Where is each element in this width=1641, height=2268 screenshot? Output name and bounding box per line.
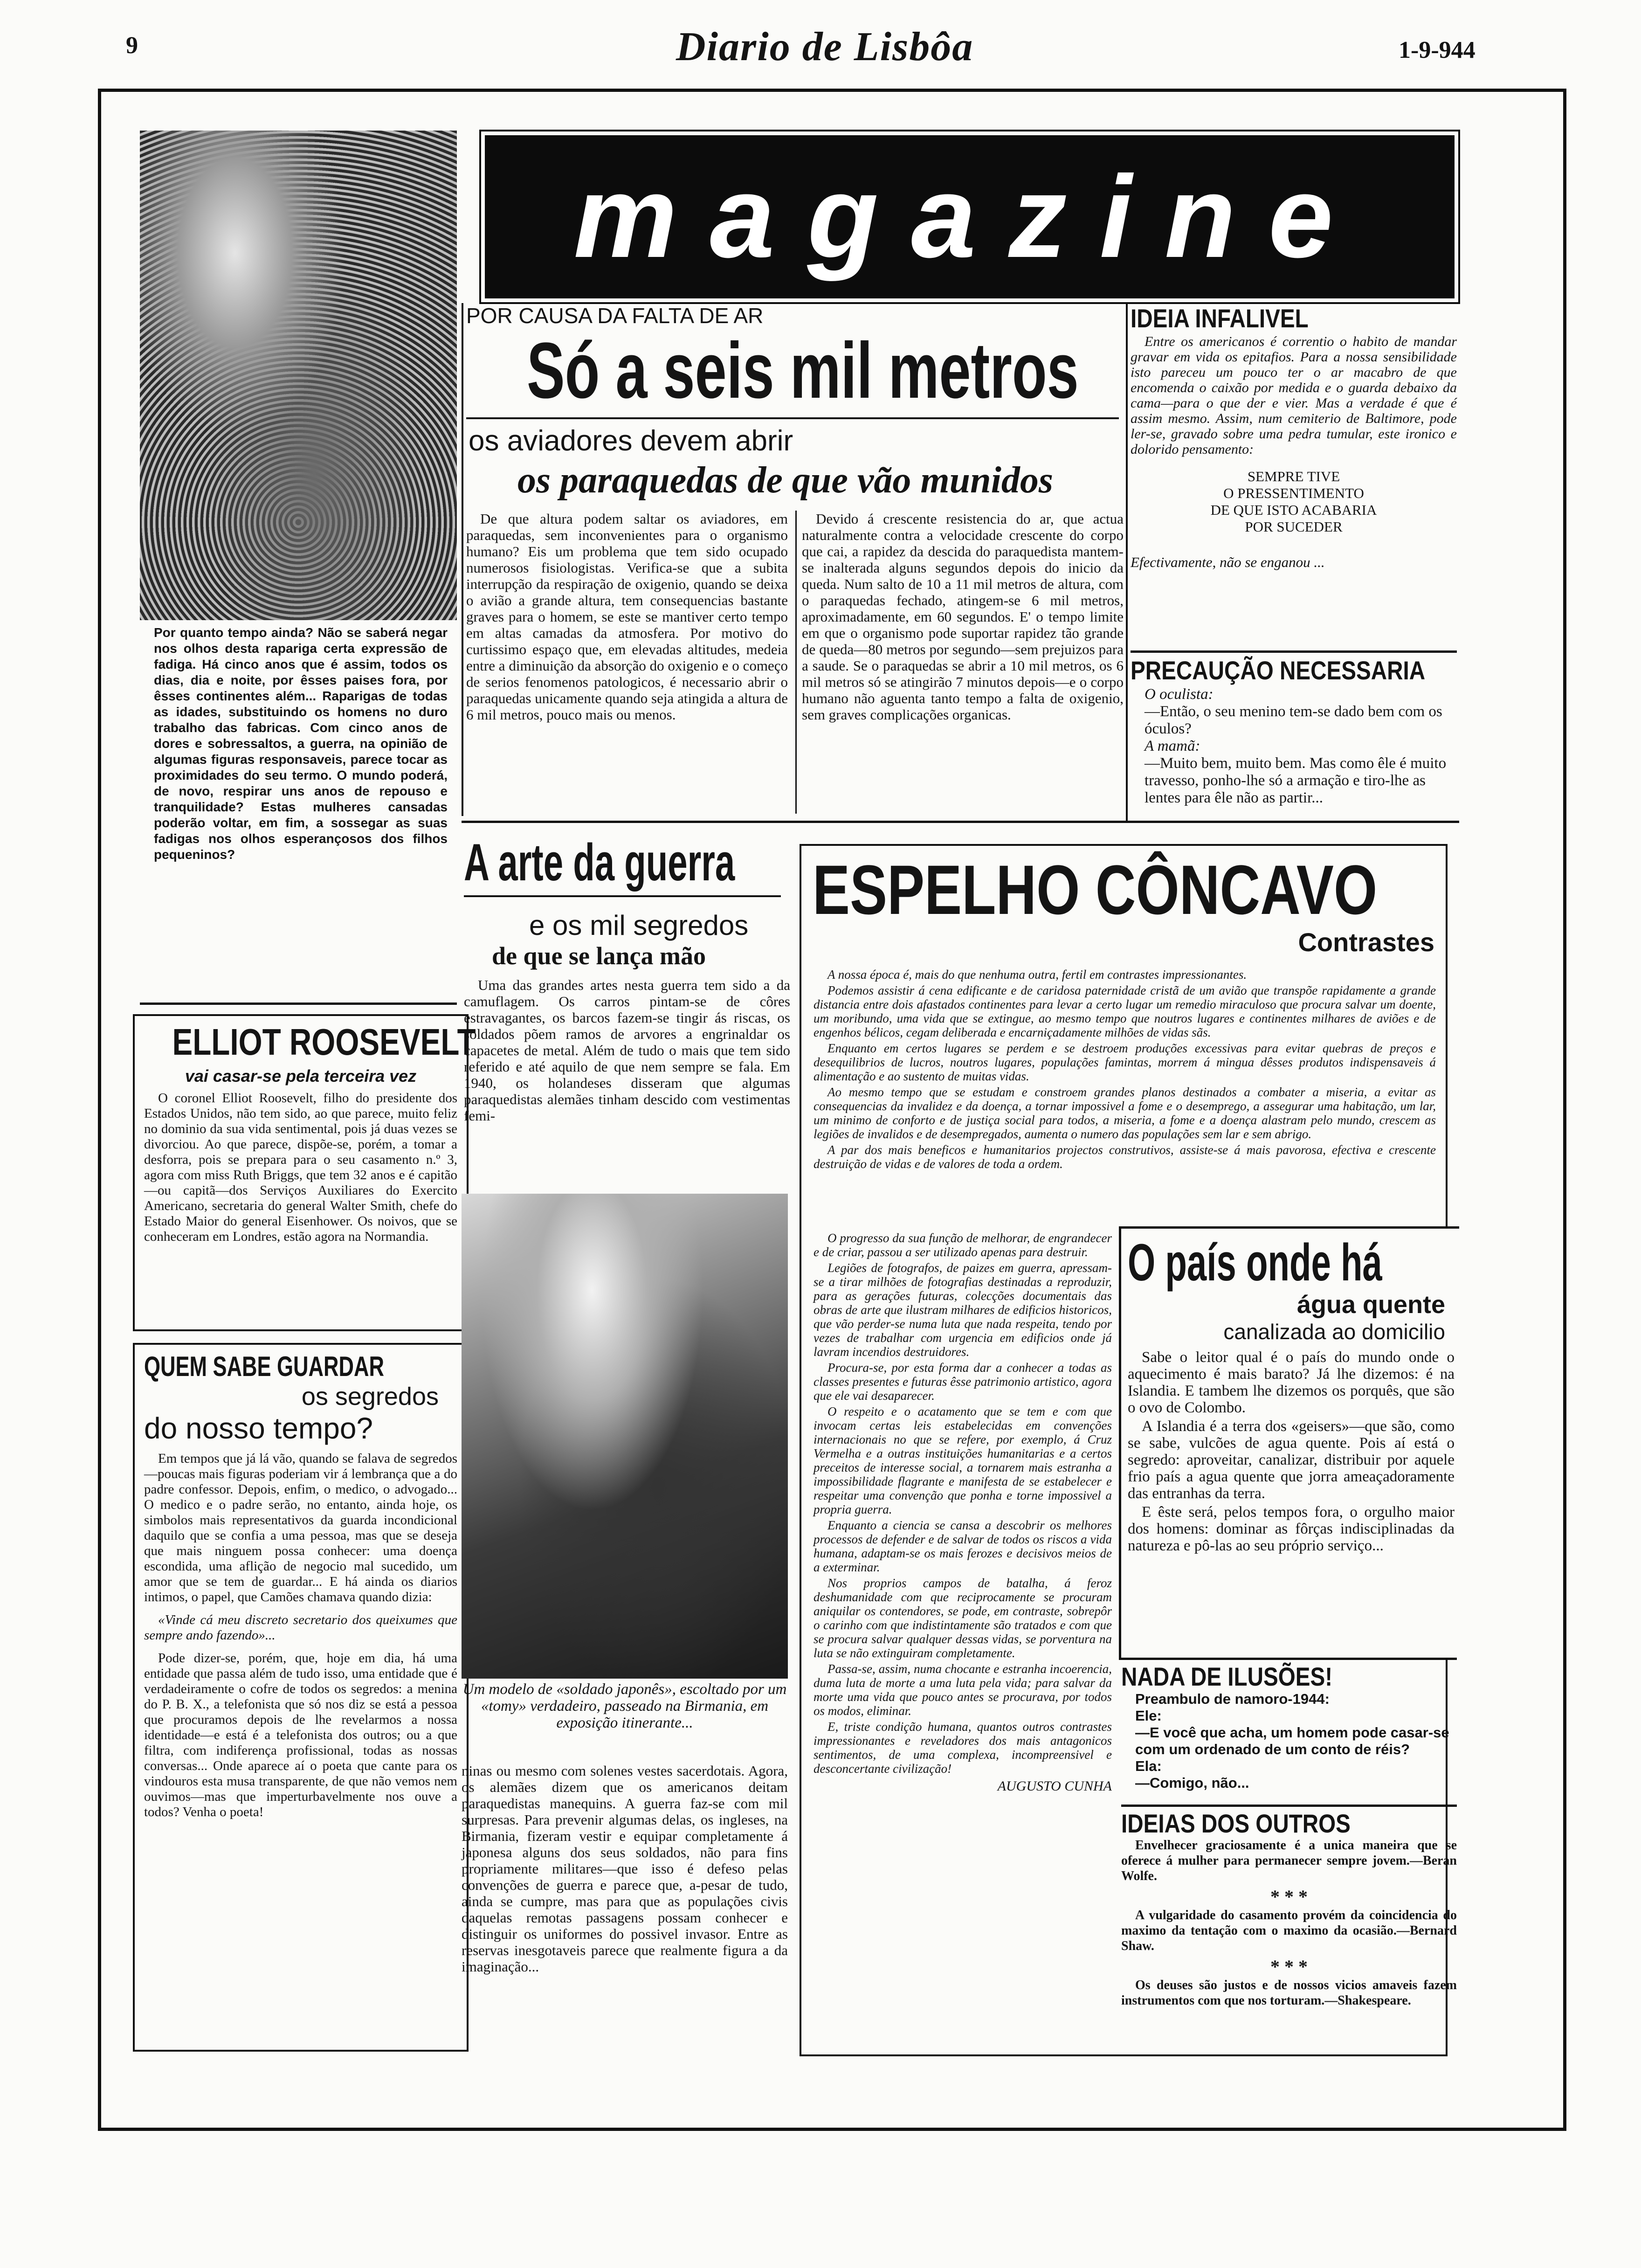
guerra-sub-2: de que se lança mão <box>492 942 706 970</box>
precaucao-l1: O oculista: <box>1145 686 1214 703</box>
ilusoes-headline: NADA DE ILUSÕES! <box>1121 1662 1333 1691</box>
precaucao-l3: A mamã: <box>1145 738 1200 754</box>
elliot-body: O coronel Elliot Roosevelt, filho do presidente dos Estados Unidos, não tem sido, ao que parece, muito feliz no dominio da sua vida sentimental, pois já duas vezes se divorciou. Ao que parece, dispõe-se, porém, a tomar a desforra, pois se prepara para o seu casamento n.º 3, agora com miss Ruth Briggs, que tem 32 anos e é capitão—ou capitã—dos Serviços Auxiliares do Exercito Americano, secretaria do general Walter Smith, chefe do Estado Maior do general Eisenhower. Os noivos, que se conheceram em Londres, estão agora na Normandia. <box>144 1091 457 1244</box>
page-number: 9 <box>126 32 138 59</box>
espelho-p11: Nos proprios campos de batalha, á feroz deshumanidade com que reciprocamente se procuram aniquilar os contendores, se pode, em contraste, sobrepôr o carinho com que indistintamente são tratados e com que se procura salvar qualquer dessas vidas, se porventura na luta se não extinguiram completamente. <box>814 1576 1112 1660</box>
pais-p1: Sabe o leitor qual é o país do mundo onde o aquecimento é mais barato? Já lhe dizemos: é na Islandia. E tambem lhe dizemos os porquês, que são o ovo de Colombo. <box>1128 1349 1455 1416</box>
espelho-p7: Legiões de fotografos, de paizes em guerra, apressam-se a tirar milhões de fotografias destinadas a reproduzir, para as gerações futuras, colecções documentais das obras de arte que ilustram milhares de edificios historicos, que vão perder-se numa luta que nada respeita, tendo por vezes de trabalhar com urgencia em edificios onde já lavram incendios destruidores. <box>814 1261 1112 1359</box>
elliot-subhead: vai casar-se pela terceira vez <box>185 1066 417 1086</box>
ideias-headline: IDEIAS DOS OUTROS <box>1121 1809 1351 1838</box>
soldiers-caption: Um modelo de «soldado japonês», escoltado por um «tomy» verdadeiro, passeado na Birmania, em exposição itinerante... <box>462 1681 787 1731</box>
ilusoes-l2: Ele: <box>1135 1708 1162 1724</box>
guerra-article <box>464 835 790 1126</box>
ideia-body: Entre os americanos é correntio o habito de mandar gravar em vida os epitafios. Para a nossa sensibilidade isto pareceu um pouco ter o ar macabro de que encomenda o caixão por medida e o guarda debaixo da cama—para o que der e vier. Mas a verdade é que é assim mesmo. Assim, num cemiterio de Baltimore, pode ler-se, gravado sobre uma pedra tumular, este ironico e dolorido pensamento: <box>1131 334 1457 457</box>
guerra-sub-1: e os mil segredos <box>529 910 749 941</box>
issue-date: 1-9-944 <box>1399 37 1476 63</box>
ilusoes-l4: Ela: <box>1135 1758 1162 1774</box>
masthead: Diario de Lisbôa <box>676 24 974 69</box>
precaucao-headline: PRECAUÇÃO NECESSARIA <box>1131 656 1426 685</box>
espelho-p3: Enquanto em certos lugares se perdem e se destroem produções excessivas para evitar quebras de preços e desequilibrios de lucros, noutros lugares, populações famintas, morrem á mingua dêsses produtos indispensaveis á alimentação e ao sustento de muitas vidas. <box>814 1041 1436 1083</box>
elliot-article <box>133 1014 476 1331</box>
espelho-p6: O progresso da sua função de melhorar, de engrandecer e de criar, passou a ser utilizado apenas para destruir. <box>814 1231 1112 1259</box>
segredos-p1: Em tempos que já lá vão, quando se falava de segredos—poucas mais figuras poderiam vir á lembrança que a do padre confessor. Depois, enfim, o medico, o advogado... O medico e o padre serão, no entanto, ainda hoje, os simbolos mais representativos da guarda incondicional daquilo que se confia a uma pessoa, mas que se deseja que mais ninguem possa conhecer: uma doença escondida, uma aflição de negocio mal sucedido, um amor que se tem de guardar... E há ainda os diarios intimos, o papel, que Camões chamava quando dizia: <box>144 1451 457 1604</box>
ilusoes-l3: —E você que acha, um homem pode casar-se com um ordenado de um conto de réis? <box>1135 1724 1449 1757</box>
segredos-p2: Pode dizer-se, porém, que, hoje em dia, há uma entidade que passa além de tudo isso, uma entidade que é verdadeiramente o cofre de todos os segredos: a menina do P. B. X., a telefonista que só nos diz se está a pessoa que procuramos depois de lhe revelarmos a nossa identidade—e está é a telefonista dos outros; ou a que filtra, com indiferença profissional, todas as nossas conversas... Onde aparece aí o poeta que cante para os vindouros esta musa transparente, de que não vemos nem ouvimos—mas que imperturbavelmente nos ouve a todos? Venha o poeta! <box>144 1651 457 1819</box>
vrule-para-mid <box>795 511 797 814</box>
para-col-2 <box>802 511 1124 725</box>
pais-p3: E êste será, pelos tempos fora, o orgulho maior dos homens: dominar as fôrças indisciplinadas da natureza e pô-las ao seu próprio serviço... <box>1128 1504 1455 1554</box>
para-sub-2: os paraquedas de que vão munidos <box>517 460 1053 501</box>
guerra-p2: ninas ou mesmo com solenes vestes sacerdotais. Agora, os alemães dizem que os americanos deitam paraquedistas manequins. A guerra faz-se com mil surpresas. Para prevenir algumas delas, os ingleses, na Birmania, fizeram vestir e equipar completamente á japonesa alguns dos seus soldados, não para fins propriamente militares—que isso é defeso pelas convenções de guerra e parece que, a-pesar de tudo, ainda se cumpre, mas para que as populações civis daquelas remotas passagens possam conhecer e distinguir os uniformes do possivel invasor. Entre as reservas inesgotaveis parece que realmente figura a da imaginação... <box>462 1763 788 1975</box>
segredos-title-2: os segredos <box>301 1383 439 1411</box>
segredos-quote: «Vinde cá meu discreto secretario dos queixumes que sempre ando fazendo»... <box>144 1612 457 1643</box>
ideias-stars-1: * * * <box>1270 1886 1308 1907</box>
pais-p2: A Islandia é a terra dos «geisers»—que são, como se sabe, vulcões de agua quente. Pois aí está o segredo: aproveitar, canalizar, distribuir por aquele frio país a agua quente que jorra ameaçadoramente das entranhas da terra. <box>1128 1418 1455 1502</box>
ideias-article <box>1121 1805 1457 2010</box>
guerra-continued <box>462 1763 788 1977</box>
divider-precaucao <box>1131 650 1457 653</box>
ideia-article <box>1131 303 1457 571</box>
ideias-q1: Envelhecer graciosamente é a unica maneira que se oferece á mulher para permanecer sempre jovem.—Beran Wolfe. <box>1121 1838 1457 1883</box>
espelho-p13: E, triste condição humana, quantos outros contrastes impressionantes e reveladores dos mais antagonicos sentimentos, de uma complexa, incompreensivel e desconcertante civilização! <box>814 1720 1112 1776</box>
ilusoes-l1: Preambulo de namoro-1944: <box>1135 1691 1330 1707</box>
magazine-title: magazine <box>573 152 1366 282</box>
segredos-title-3: do nosso tempo? <box>144 1411 373 1445</box>
espelho-p12: Passa-se, assim, numa chocante e estranha incoerencia, duma luta de morte a uma luta pela vida; para salvar da morte uma vida que pouco antes se procurava, por todos os modos, eliminar. <box>814 1662 1112 1718</box>
segredos-title-1: QUEM SABE GUARDAR <box>144 1351 385 1382</box>
ideia-epitaph-2: O PRESSENTIMENTO <box>1223 485 1364 501</box>
elliot-headline: ELLIOT ROOSEVELT <box>172 1021 476 1063</box>
espelho-subhead: Contrastes <box>1298 927 1434 957</box>
para-col-2-text: Devido á crescente resistencia do ar, que actua naturalmente contra a velocidade crescente do corpo que cai, a rapidez da descida do paraquedista mantem-se inalterada alguns segundos depois do inicio da queda. Num salto de 10 a 11 mil metros de altura, com o paraquedas fechado, atingem-se 6 mil metros, aproximadamente, em 60 segundos. E' o tempo limite em que o organismo pode suportar rapidez tão grande de queda—80 metros por segundo—sem prejuizos para a saude. Se o paraquedas se abrir a 10 mil metros, os 6 mil metros só se atingirão 7 minutos depois—e o corpo humano não aguenta tanto tempo a falta de oxigenio, sem graves complicações organicas. <box>802 511 1124 723</box>
espelho-body-wide <box>814 968 1436 1173</box>
espelho-p5: A par dos mais beneficos e humanitarios projectos construtivos, assiste-se á mais pavorosa, efectiva e crescente destruição de vidas e de valores de toda a ordem. <box>814 1143 1436 1171</box>
magazine-banner <box>485 135 1455 298</box>
espelho-author: AUGUSTO CUNHA <box>997 1778 1112 1794</box>
espelho-p4: Ao mesmo tempo que se estudam e constroem grandes planos destinados a combater a miseria, a evitar as consequencias da invalidez e da doença, a tornar impossivel a fome e o desemprego, a assegurar uma habitação, um lar, um minimo de conforto e de justiça social para todos, a miseria, a fome e a doença alastram pelo mundo, crescem as legiões de invalidos e de desempregados, aumenta o numero das populações sem lar e sem abrigo. <box>814 1085 1436 1141</box>
factory-girl-photo <box>140 131 457 620</box>
divider-left-1 <box>140 1003 457 1005</box>
pais-sub-2: canalizada ao domicilio <box>1223 1320 1445 1344</box>
ilusoes-article <box>1121 1658 1457 1791</box>
photo-caption: Por quanto tempo ainda? Não se saberá negar nos olhos desta rapariga certa expressão de fadiga. Há cinco anos que é assim, todos os dias, dia e noite, por êsses paises fora, por êsses continentes além... Raparigas de todas as idades, substituindo os homens no duro trabalho das fabricas. Com cinco anos de dores e sobressaltos, a guerra, na opinião de algumas figuras responsaveis, parece tocar as proximidades do seu termo. O mundo poderá, de novo, respirar uns anos de repouso e tranquilidade? Estas mulheres cansadas poderão voltar, em fim, a sossegar as suas fadigas nos olhos esperançosos dos filhos pequeninos? <box>154 625 448 862</box>
espelho-p2: Podemos assistir á cena edificante e de caridosa paternidade cristã de um avião que transpõe rapidamente a grande distancia entre dois afastados continentes para levar a certo lugar um remedio miraculoso que procura salvar um doente, um moribundo, uma vida que se extingue, ao mesmo tempo que noutros lugares e continentes milhares de aviões e de engenhos bélicos, cegam deliberada e encarniçadamente milhões de vidas sãs. <box>814 983 1436 1039</box>
para-col-1-text: De que altura podem saltar os aviadores, em paraquedas, sem inconvenientes para o organismo humano? Eis um problema que tem sido ocupado numerosos fisiologistas. Verifica-se que a subita interrupção da respiração de oxigenio, quando se deixa o avião a grande altura, tem consequencias bastante graves para o homem, se este se mantiver certo tempo em altas camadas da atmosfera. Por motivo do curtissimo espaço que, em elevadas altitudes, medeia entre a diminuição da absorção do oxigenio e o começo de serios fenomenos patologicos, é necessario abrir o paraquedas unicamente quando seja atingida a altura de 6 mil metros, pouco mais ou menos. <box>466 511 788 723</box>
precaucao-l4: —Muito bem, muito bem. Mas como êle é muito travesso, ponho-lhe só a armação e tiro-lhe as lentes para êle não as partir... <box>1145 755 1447 806</box>
pais-sub-1: água quente <box>1296 1291 1445 1319</box>
para-col-1 <box>466 511 788 725</box>
pais-article <box>1119 1226 1459 1660</box>
guerra-headline: A arte da guerra <box>464 833 735 892</box>
ilusoes-l5: —Comigo, não... <box>1135 1775 1249 1791</box>
para-sub-1: os aviadores devem abrir <box>469 425 793 457</box>
pais-headline: O país onde há <box>1128 1233 1382 1292</box>
espelho-p9: O respeito e o acatamento que se tem e com que invocam certas leis estabelecidas em convenções internacionais no que se refere, por exemplo, á Cruz Vermelha e a outras instituições humanitarias e a certos preceitos de interesse social, a tornarem mais estranha a impossibilidade flagrante e manifesta de se estabelecer e respeitar uma convenção que ponha e torne impossivel a propria guerra. <box>814 1404 1112 1516</box>
ideias-q3: Os deuses são justos e de nossos vicios amaveis fazem instrumentos com que nos torturam.—Shakespeare. <box>1121 1978 1457 2008</box>
divider-mid <box>462 821 1459 823</box>
espelho-p8: Procura-se, por esta forma dar a conhecer a todas as classes presentes e futuras êsse patrimonio artistico, agora que ele vai desaparecer. <box>814 1361 1112 1403</box>
espelho-headline: ESPELHO CÔNCAVO <box>813 850 1378 929</box>
vrule-para-left <box>462 303 463 816</box>
ideias-stars-2: * * * <box>1270 1956 1308 1977</box>
ideia-headline: IDEIA INFALIVEL <box>1131 304 1309 333</box>
espelho-p10: Enquanto a ciencia se cansa a descobrir os melhores processos de defender e de salvar de todos os riscos a vida humana, adaptam-se os mais ferozes e decisivos meios de a exterminar. <box>814 1518 1112 1574</box>
espelho-p1: A nossa época é, mais do que nenhuma outra, fertil em contrastes impressionantes. <box>827 968 1247 982</box>
soldiers-photo <box>462 1194 788 1679</box>
ideia-closing: Efectivamente, não se enganou ... <box>1131 554 1325 570</box>
segredos-article <box>133 1343 469 2052</box>
ideia-epitaph-4: POR SUCEDER <box>1245 519 1343 535</box>
ideia-epitaph-3: DE QUE ISTO ACABARIA <box>1210 502 1377 518</box>
espelho-body-narrow <box>814 1231 1112 1794</box>
vrule-ideia <box>1126 303 1128 821</box>
para-headline: Só a seis mil metros <box>527 326 1079 415</box>
para-rule <box>466 417 1119 419</box>
ideia-epitaph-1: SEMPRE TIVE <box>1247 468 1340 484</box>
ideias-q2: A vulgaridade do casamento provém da coincidencia do maximo da tentação com o maximo da ocasião.—Bernard Shaw. <box>1121 1908 1457 1953</box>
precaucao-article <box>1131 655 1457 807</box>
para-kicker: POR CAUSA DA FALTA DE AR <box>466 304 764 328</box>
precaucao-l2: —Então, o seu menino tem-se dado bem com os óculos? <box>1145 703 1442 737</box>
guerra-rule <box>464 895 781 897</box>
guerra-p1: Uma das grandes artes nesta guerra tem sido a da camuflagem. Os carros pintam-se de côres estravagantes, os barcos fazem-se tingir ás riscas, os soldados põem ramos de arvores a engrinaldar os capacetes de metal. Além de tudo o mais que tem sido referido e até aquilo de que nem sempre se fala. Em 1940, os holandeses disseram que algumas paraquedistas alemães tinham descido com vestimentas femi- <box>464 977 790 1124</box>
